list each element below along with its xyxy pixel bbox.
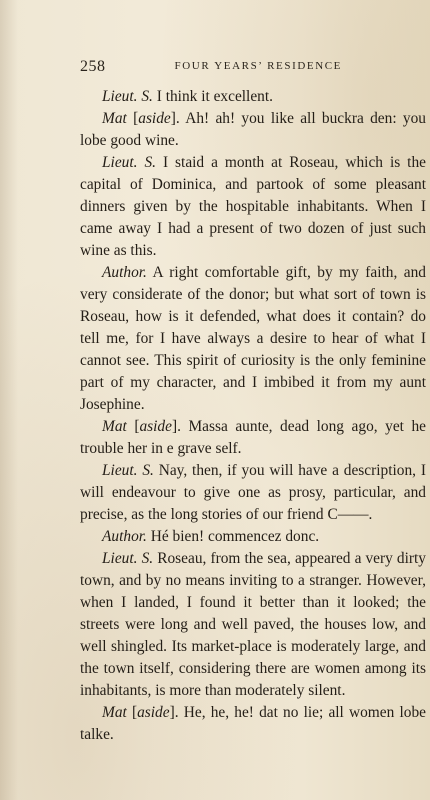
dialogue-paragraph-1	[80, 86, 426, 108]
aside-close: ].	[169, 704, 179, 721]
page-number: 258	[80, 58, 106, 75]
running-head: FOUR YEARS’ RESIDENCE	[174, 60, 342, 72]
speaker-name: Lieut. S.	[102, 462, 154, 479]
page-body	[80, 86, 426, 746]
dialogue-paragraph-8	[80, 548, 426, 702]
speaker-name: Author.	[102, 264, 147, 281]
paragraph-text: Massa aunte, dead long ago, yet he trouble her in e grave self.	[80, 418, 427, 457]
dialogue-paragraph-5	[80, 416, 426, 460]
speaker-name: Mat	[102, 704, 127, 721]
paragraph-text: Roseau, from the sea, appeared a very dirty town, and by no means inviting to a stranger. However, when I landed, I found it better than it looked; the streets were long and well paved, the houses low, and well shingled. Its market-place is moderately large, and the town itself, considering there are women among its inhabitants, is more than moderately silent.	[80, 550, 426, 699]
page-header	[80, 58, 342, 80]
dialogue-paragraph-7	[80, 526, 426, 548]
dialogue-paragraph-6	[80, 460, 426, 526]
paragraph-text: Nay, then, if you will have a description, I will endeavour to give one as prosy, particular, and precise, as the long stories of our friend C——.	[80, 462, 426, 523]
aside-marker: aside	[139, 418, 172, 435]
aside-open: [	[126, 110, 139, 127]
aside-close: ].	[170, 110, 180, 127]
aside-marker: aside	[137, 704, 170, 721]
paragraph-text: I think it excellent.	[152, 88, 273, 105]
paragraph-text: I staid a month at Roseau, which is the capital of Dominica, and partook of some pleasant dinners given by the hospitable inhabitants. When I came away I had a present of two dozen of just such wine as this.	[80, 154, 426, 259]
speaker-name: Author.	[102, 528, 147, 545]
dialogue-paragraph-4	[80, 262, 426, 416]
speaker-name: Lieut. S.	[102, 550, 154, 567]
paragraph-text: Ah! ah! you like all buckra den: you lobe good wine.	[80, 110, 426, 149]
speaker-name: Mat	[102, 418, 127, 435]
paragraph-text: Hé bien! commencez donc.	[146, 528, 320, 545]
dialogue-paragraph-3	[80, 152, 426, 262]
aside-close: ].	[171, 418, 181, 435]
paragraph-text: He, he, he! dat no lie; all women lobe talke.	[80, 704, 426, 743]
paragraph-text: A right comfortable gift, by my faith, and very considerate of the donor; but what sort of town is Roseau, how is it defended, what does it contain? do tell me, for I have always a desire to hear of what I cannot see. This spirit of curiosity is the only feminine part of my character, and I imbibed it from my aunt Josephine.	[80, 264, 426, 413]
speaker-name: Lieut. S.	[102, 154, 156, 171]
aside-marker: aside	[138, 110, 171, 127]
speaker-name: Mat	[102, 110, 127, 127]
aside-open: [	[126, 418, 140, 435]
aside-open: [	[126, 704, 138, 721]
speaker-name: Lieut. S.	[102, 88, 153, 105]
dialogue-paragraph-9	[80, 702, 426, 746]
dialogue-paragraph-2	[80, 108, 426, 152]
